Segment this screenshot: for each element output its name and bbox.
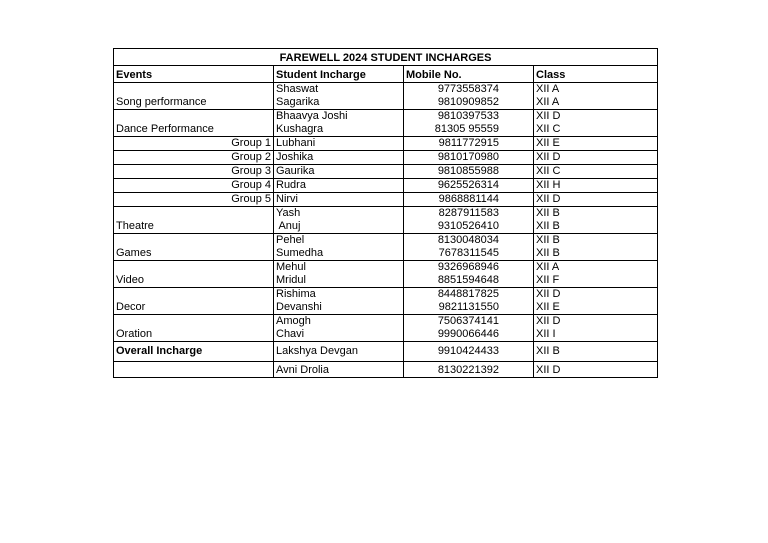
header-class: Class — [534, 66, 658, 83]
mobile-number: 9910424433 — [404, 342, 534, 362]
student-cell — [274, 315, 404, 342]
class-cell — [534, 234, 658, 261]
header-events: Events — [114, 66, 274, 83]
class-value: XII I — [536, 328, 556, 340]
table-row — [114, 288, 658, 315]
event-cell: Overall Incharge — [114, 342, 274, 362]
mobile-number: 8130221392 — [404, 362, 534, 378]
student-cell — [274, 207, 404, 234]
class-cell — [534, 207, 658, 234]
event-cell: Theatre — [114, 207, 274, 234]
student-cell — [274, 261, 404, 288]
mobile-number: 9821131550 — [438, 301, 499, 313]
student-name: Gaurika — [274, 165, 404, 179]
table-row — [114, 83, 658, 110]
event-cell: Oration — [114, 315, 274, 342]
student-name: Lakshya Devgan — [274, 342, 404, 362]
class-value: XII A — [536, 261, 560, 273]
student-name: Avni Drolia — [274, 362, 404, 378]
class-cell — [534, 261, 658, 288]
student-name: Nirvi — [274, 193, 404, 207]
mobile-cell — [404, 234, 534, 261]
mobile-number: 9310526410 — [437, 220, 499, 232]
header-student: Student Incharge — [274, 66, 404, 83]
student-name: Pehel — [276, 234, 305, 246]
class-value: XII C — [536, 123, 561, 135]
group-label: Group 1 — [114, 137, 274, 151]
mobile-number: 9773558374 — [437, 83, 499, 95]
student-name: Kushagra — [276, 123, 324, 135]
class-value: XII B — [536, 207, 560, 219]
student-name: Bhaavya Joshi — [276, 110, 348, 122]
incharges-table — [113, 48, 658, 378]
mobile-cell — [404, 288, 534, 315]
mobile-number: 9810909852 — [437, 96, 499, 108]
table-row — [114, 261, 658, 288]
student-cell — [274, 234, 404, 261]
event-cell: Decor — [114, 288, 274, 315]
student-name: Chavi — [276, 328, 305, 340]
table-row — [114, 110, 658, 137]
student-name: Rishima — [276, 288, 316, 300]
mobile-number: 9811772915 — [404, 137, 534, 151]
mobile-number: 8130048034 — [437, 234, 499, 246]
student-cell — [274, 288, 404, 315]
class-value: XII F — [536, 274, 560, 286]
table-row — [114, 207, 658, 234]
mobile-number: 9625526314 — [404, 179, 534, 193]
event-cell: Video — [114, 261, 274, 288]
student-name: Joshika — [274, 151, 404, 165]
mobile-number: 9868881144 — [404, 193, 534, 207]
class-value: XII B — [536, 247, 560, 259]
header-mobile: Mobile No. — [404, 66, 534, 83]
mobile-cell — [404, 83, 534, 110]
mobile-number: 9810397533 — [437, 110, 499, 122]
class-value: XII B — [534, 342, 658, 362]
class-value: XII B — [536, 234, 560, 246]
group-label: Group 4 — [114, 179, 274, 193]
mobile-number: 9990066446 — [437, 328, 499, 340]
title-row — [114, 49, 658, 66]
table-row — [114, 137, 658, 151]
student-name: Shaswat — [276, 83, 319, 95]
class-value: XII D — [534, 151, 658, 165]
table-title: FAREWELL 2024 STUDENT INCHARGES — [114, 49, 658, 66]
student-name: Sagarika — [276, 96, 320, 108]
class-value: XII A — [536, 96, 560, 108]
mobile-cell — [404, 110, 534, 137]
mobile-cell — [404, 315, 534, 342]
student-name: Devanshi — [276, 301, 322, 313]
class-value: XII D — [534, 193, 658, 207]
student-name: Sumedha — [276, 247, 324, 259]
mobile-number: 8851594648 — [437, 274, 499, 286]
mobile-number: 8287911583 — [438, 207, 499, 219]
group-label: Group 3 — [114, 165, 274, 179]
event-cell: Games — [114, 234, 274, 261]
mobile-number: 7678311545 — [438, 247, 499, 259]
class-value: XII D — [536, 315, 561, 327]
class-value: XII A — [536, 83, 560, 95]
class-cell — [534, 315, 658, 342]
class-value: XII D — [536, 110, 561, 122]
class-value: XII D — [534, 362, 658, 378]
class-value: XII C — [534, 165, 658, 179]
table-row — [114, 179, 658, 193]
class-value: XII E — [536, 301, 560, 313]
mobile-number: 9326968946 — [437, 261, 499, 273]
table-row — [114, 234, 658, 261]
student-name: Anuj — [276, 220, 301, 232]
student-name: Yash — [276, 207, 301, 219]
event-cell: Dance Performance — [114, 110, 274, 137]
mobile-cell — [404, 261, 534, 288]
class-value: XII H — [534, 179, 658, 193]
student-name: Amogh — [276, 315, 311, 327]
student-cell — [274, 110, 404, 137]
student-cell — [274, 83, 404, 110]
class-value: XII D — [536, 288, 561, 300]
student-name: Lubhani — [274, 137, 404, 151]
class-cell — [534, 83, 658, 110]
table-row — [114, 151, 658, 165]
class-cell — [534, 288, 658, 315]
mobile-number: 8448817825 — [437, 288, 499, 300]
mobile-number: 9810170980 — [404, 151, 534, 165]
mobile-cell — [404, 207, 534, 234]
table-row — [114, 315, 658, 342]
table-row — [114, 165, 658, 179]
header-row — [114, 66, 658, 83]
mobile-number: 9810855988 — [404, 165, 534, 179]
class-cell — [534, 110, 658, 137]
event-cell — [114, 362, 274, 378]
group-label: Group 2 — [114, 151, 274, 165]
event-cell: Song performance — [114, 83, 274, 110]
class-value: XII B — [536, 220, 560, 232]
mobile-number: 7506374141 — [437, 315, 499, 327]
class-value: XII E — [534, 137, 658, 151]
table-row — [114, 193, 658, 207]
group-label: Group 5 — [114, 193, 274, 207]
student-name: Rudra — [274, 179, 404, 193]
table-row — [114, 342, 658, 362]
student-name: Mridul — [276, 274, 306, 286]
mobile-number: 81305 95559 — [434, 123, 499, 135]
table-row — [114, 362, 658, 378]
student-name: Mehul — [276, 261, 306, 273]
